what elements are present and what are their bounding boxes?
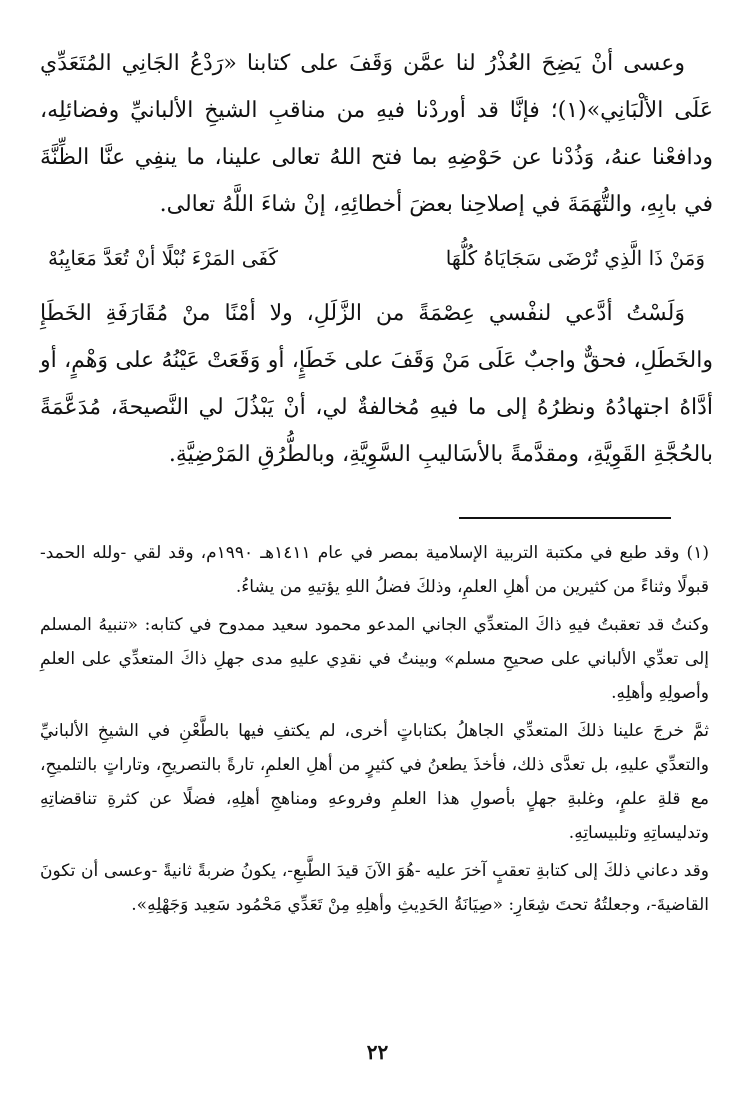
footnote-1: (١) وقد طبع في مكتبة التربية الإسلامية بمصر في عام ١٤١١هـ ١٩٩٠م، وقد لقي -ولله الحمد- قبولًا وثناءً من كثيرين من أهلِ العلمِ، وذلكَ فضلُ اللهِ يؤتيهِ من يشاءُ.: [40, 543, 709, 597]
paragraph-2: وَلَسْتُ أدَّعي لنفْسي عِصْمَةً من الزَّلَلِ، ولا أمْنًا منْ مُقَارَفَةِ الخَطَإِ والخَطَلِ، فحقٌّ واجبٌ عَلَى مَنْ وَقَفَ على خَطَإٍ، أو وَقَعَتْ عَيْنُهُ على وَهْمٍ، أو أدَّاهُ اجتهادُهُ ونظرُهُ إلى ما فيهِ مُخالفةٌ لي، أنْ يَبْذُلَ لي النَّصيحةَ، مُدَعَّمَةً بالحُجَّةِ القَوِيَّةِ، ومقدَّمةً بالأسَاليبِ السَّوِيَّةِ، وبالطُّرُقِ المَرْضِيَّةِ.: [40, 301, 713, 467]
footnote-3: ثمَّ خرجَ علينا ذلكَ المتعدِّي الجاهلُ بكتاباتٍ أخرى، لم يكتفِ فيها بالطَّعْنِ في الشيخِ الألبانيِّ والتعدِّي عليهِ، بل تعدَّى ذلك، فأخذَ يطعنُ في كثيرٍ من أهلِ العلمِ، تارةً بالتصريحِ، وتاراتٍ بالتلميحِ، مع قلةِ علمٍ، وغلبةِ جهلٍ بأصولِ هذا العلمِ وفروعهِ ومناهجِ أهلِهِ، فضلًا عن كثرةِ تناقضاتِهِ وتدليساتِهِ وتلبيساتِهِ.: [40, 721, 709, 843]
footnotes: [40, 536, 709, 926]
poetry-verse: [48, 238, 705, 278]
footnote-2: وكنتُ قد تعقبتُ فيهِ ذاكَ المتعدِّي الجاني المدعو محمود سعيد ممدوح في كتابه: «تنبيهُ المسلم إلى تعدِّي الألباني على صحيحِ مسلم» وبينتُ في نقدِي عليهِ مدى جهلِ ذاكَ المتعدِّي على العلمِ وأصولِهِ وأهلِهِ.: [40, 615, 709, 703]
page-number: ٢٢: [366, 1040, 389, 1064]
paragraph-1: وعسى أنْ يَضِحَ العُذْرُ لنا عمَّن وَقَفَ على كتابنا «رَدْعُ الجَانِي المُتَعَدِّي عَلَى الألْبَانِي»(١)؛ فإنَّا قد أوردْنا فيهِ من مناقبِ الشيخِ الألبانيِّ وفضائلِه، ودافعْنا عنهُ، وَذُدْنا عن حَوْضِهِ بما فتح اللهُ تعالى علينا، ما ينفِي عنَّا الظِّنَّةَ في بابِهِ، والتُّهَمَةَ في إصلاحِنا بعضَ أخطائِهِ، إنْ شاءَ اللَّهُ تعالى.: [40, 51, 713, 217]
main-text-block: [40, 40, 713, 478]
verse-second-hemistich: كَفَى المَرْءَ نُبْلًا أنْ تُعَدَّ مَعَايِبُهْ: [48, 246, 279, 270]
footnote-separator: [459, 517, 671, 519]
footnote-4: وقد دعاني ذلكَ إلى كتابةِ تعقبٍ آخرَ عليه -هُوَ الآنَ قيدَ الطَّبعِ-، يكونُ ضربةً ثانيةً -وعسى أن تكونَ القاضيةَ-، وجعلتُهُ تحتَ شِعَارِ: «صِيَانَةُ الحَدِيثِ وأهلِهِ مِنْ تَعَدِّي مَحْمُود سَعِيد وَجَهْلِهِ».: [40, 861, 709, 915]
main-content: [40, 40, 713, 478]
verse-first-hemistich: وَمَنْ ذَا الَّذِي تُرْضَى سَجَايَاهُ كُلُّهَا: [445, 246, 705, 270]
